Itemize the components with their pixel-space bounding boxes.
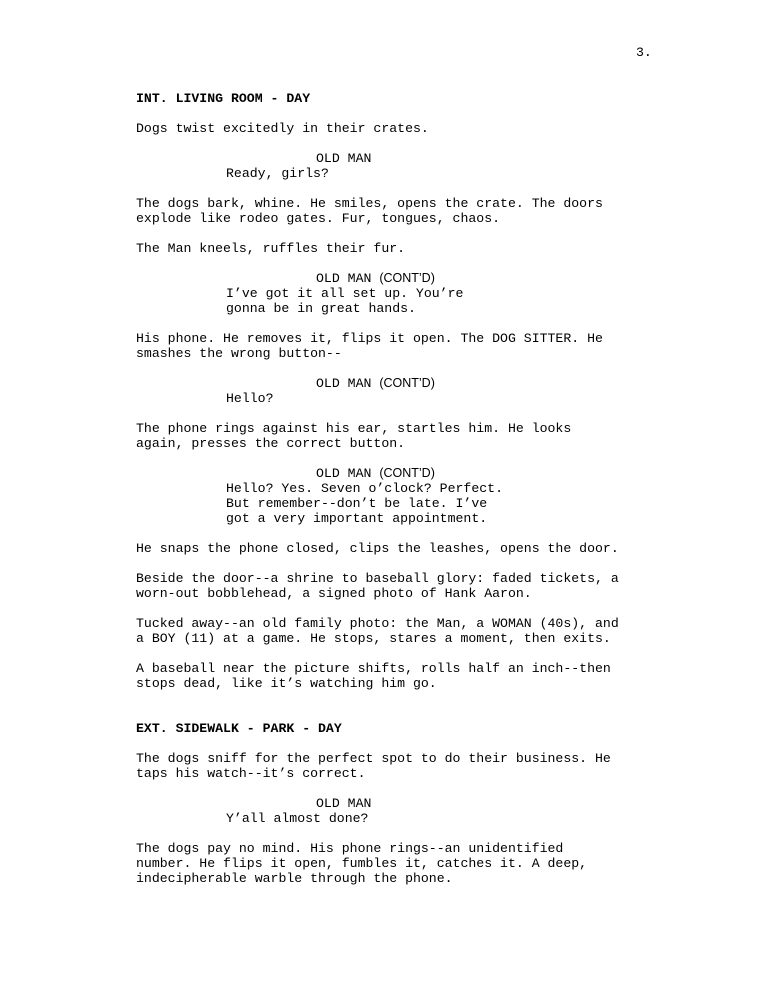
action-line: Dogs twist excitedly in their crates.: [136, 121, 429, 136]
page-number: 3.: [636, 45, 652, 60]
action-line: His phone. He removes it, flips it open. The DOG SITTER. He: [136, 331, 603, 346]
character-name: OLD MAN: [316, 271, 372, 286]
dialogue-line: But remember--don’t be late. I’ve: [226, 496, 488, 511]
dialogue-line: I’ve got it all set up. You’re: [226, 286, 464, 301]
character-cue: [316, 376, 716, 391]
action-line: worn-out bobblehead, a signed photo of Hank Aaron.: [136, 586, 532, 601]
action-line: The dogs bark, whine. He smiles, opens the crate. The doors: [136, 196, 603, 211]
dialogue-line: Ready, girls?: [226, 166, 329, 181]
character-cue: [316, 466, 716, 481]
action-line: The dogs sniff for the perfect spot to do their business. He: [136, 751, 611, 766]
character-extension: (CONT’D): [379, 271, 435, 285]
action-shrine: [136, 571, 716, 601]
action-line: The phone rings against his ear, startles him. He looks: [136, 421, 572, 436]
action-family-photo: [136, 616, 716, 646]
action-line: The Man kneels, ruffles their fur.: [136, 241, 406, 256]
action-phone-rings: [136, 421, 716, 451]
scene-heading-living-room: INT. LIVING ROOM - DAY: [136, 91, 311, 106]
action-his-phone: [136, 331, 716, 361]
action-line: explode like rodeo gates. Fur, tongues, chaos.: [136, 211, 501, 226]
dialogue-line: Hello? Yes. Seven o’clock? Perfect.: [226, 481, 503, 496]
action-line: Tucked away--an old family photo: the Man, a WOMAN (40s), and: [136, 616, 619, 631]
action-line: a BOY (11) at a game. He stops, stares a moment, then exits.: [136, 631, 611, 646]
dialogue-ready-girls: [136, 151, 716, 181]
action-dogs-bark: [136, 196, 716, 226]
action-line: A baseball near the picture shifts, rolls half an inch--then: [136, 661, 611, 676]
action-line: smashes the wrong button--: [136, 346, 342, 361]
action-line: The dogs pay no mind. His phone rings--an unidentified: [136, 841, 564, 856]
action-line: taps his watch--it’s correct.: [136, 766, 366, 781]
character-name: OLD MAN: [316, 796, 372, 811]
character-extension: (CONT’D): [379, 466, 435, 480]
action-dogs-sniff: [136, 751, 716, 781]
dialogue-line: got a very important appointment.: [226, 511, 488, 526]
action-baseball-shifts: [136, 661, 716, 691]
action-line: again, presses the correct button.: [136, 436, 406, 451]
dialogue-hello: [136, 376, 716, 406]
dialogue-almost-done: [136, 796, 716, 826]
character-cue: [316, 151, 716, 166]
dialogue-seven-oclock: [136, 466, 716, 526]
action-dogs-twist: [136, 121, 716, 136]
character-name: OLD MAN: [316, 376, 372, 391]
character-extension: (CONT’D): [379, 376, 435, 390]
action-line: stops dead, like it’s watching him go.: [136, 676, 437, 691]
action-pay-no-mind: [136, 841, 716, 886]
character-name: OLD MAN: [316, 151, 372, 166]
action-line: indecipherable warble through the phone.: [136, 871, 453, 886]
character-cue: [316, 796, 716, 811]
action-line: He snaps the phone closed, clips the leashes, opens the door.: [136, 541, 619, 556]
dialogue-all-set-up: [136, 271, 716, 316]
character-cue: [316, 271, 716, 286]
scene-heading-sidewalk-park: EXT. SIDEWALK - PARK - DAY: [136, 721, 342, 736]
dialogue-line: Y’all almost done?: [226, 811, 369, 826]
action-snaps-phone: [136, 541, 716, 556]
script-body: [136, 91, 716, 886]
dialogue-line: gonna be in great hands.: [226, 301, 416, 316]
action-man-kneels: [136, 241, 716, 256]
character-name: OLD MAN: [316, 466, 372, 481]
action-line: Beside the door--a shrine to baseball glory: faded tickets, a: [136, 571, 619, 586]
action-line: number. He flips it open, fumbles it, catches it. A deep,: [136, 856, 588, 871]
dialogue-line: Hello?: [226, 391, 274, 406]
